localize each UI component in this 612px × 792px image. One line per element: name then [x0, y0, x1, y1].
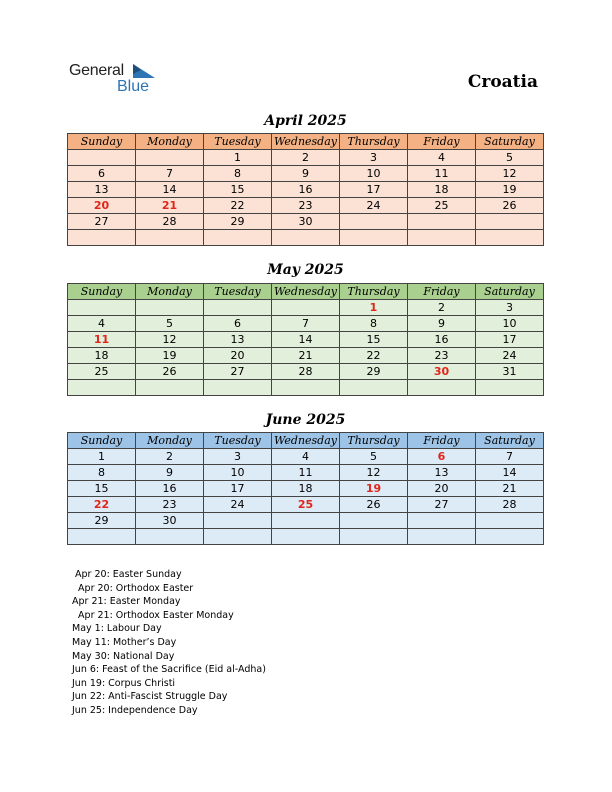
logo-text-general: General: [69, 62, 124, 79]
weekday-header: Wednesday: [272, 284, 340, 300]
day-cell: 15: [68, 481, 136, 497]
day-cell: 1: [68, 449, 136, 465]
day-cell: 24: [204, 497, 272, 513]
day-cell: [272, 230, 340, 246]
day-cell: 14: [476, 465, 544, 481]
weekday-header: Tuesday: [204, 284, 272, 300]
day-cell: 24: [340, 198, 408, 214]
holiday-item: Apr 21: Easter Monday: [72, 596, 181, 608]
day-cell: 2: [272, 150, 340, 166]
day-cell: 20: [204, 348, 272, 364]
weekday-header: Thursday: [340, 284, 408, 300]
weekday-header: Friday: [408, 134, 476, 150]
day-cell: [340, 529, 408, 545]
day-cell: [408, 513, 476, 529]
weekday-header: Tuesday: [204, 433, 272, 449]
weekday-header: Wednesday: [272, 433, 340, 449]
day-cell: 5: [476, 150, 544, 166]
day-cell: [204, 380, 272, 396]
day-cell: 2: [136, 449, 204, 465]
day-cell: 12: [476, 166, 544, 182]
day-cell: 21: [476, 481, 544, 497]
holiday-list: [72, 568, 266, 718]
day-cell: 22: [68, 497, 136, 513]
day-cell: 31: [476, 364, 544, 380]
holiday-item: Apr 21: Orthodox Easter Monday: [72, 609, 234, 621]
day-cell: [408, 529, 476, 545]
day-cell: 18: [68, 348, 136, 364]
day-cell: 3: [204, 449, 272, 465]
day-cell: 25: [68, 364, 136, 380]
logo-flag-icon: [133, 64, 155, 78]
day-cell: [68, 150, 136, 166]
day-cell: 10: [340, 166, 408, 182]
day-cell: 16: [408, 332, 476, 348]
day-cell: 22: [204, 198, 272, 214]
week-row: [68, 465, 544, 481]
week-row: [68, 513, 544, 529]
week-row: [68, 166, 544, 182]
week-row: [68, 449, 544, 465]
calendar-june: [67, 432, 544, 545]
week-row: [68, 300, 544, 316]
day-cell: [272, 529, 340, 545]
day-cell: 17: [204, 481, 272, 497]
day-cell: 3: [476, 300, 544, 316]
day-cell: 18: [272, 481, 340, 497]
week-row: [68, 150, 544, 166]
day-cell: [136, 380, 204, 396]
weekday-header: Friday: [408, 284, 476, 300]
day-cell: [68, 300, 136, 316]
day-cell: 27: [68, 214, 136, 230]
day-cell: 5: [136, 316, 204, 332]
day-cell: [476, 529, 544, 545]
day-cell: 9: [136, 465, 204, 481]
holiday-item: Jun 6: Feast of the Sacrifice (Eid al-Adha): [72, 664, 266, 676]
day-cell: 30: [136, 513, 204, 529]
day-cell: [136, 150, 204, 166]
week-row: [68, 348, 544, 364]
day-cell: 14: [272, 332, 340, 348]
holiday-item: May 30: National Day: [72, 650, 175, 662]
day-cell: 14: [136, 182, 204, 198]
day-cell: [136, 300, 204, 316]
month-title-june: June 2025: [265, 412, 346, 428]
day-cell: 6: [68, 166, 136, 182]
day-cell: [340, 230, 408, 246]
generalblue-logo: [69, 62, 159, 96]
day-cell: 8: [340, 316, 408, 332]
day-cell: 23: [408, 348, 476, 364]
holiday-item: Apr 20: Orthodox Easter: [72, 582, 194, 594]
day-cell: 13: [204, 332, 272, 348]
day-cell: 4: [272, 449, 340, 465]
day-cell: 26: [340, 497, 408, 513]
day-cell: 25: [408, 198, 476, 214]
day-cell: 16: [136, 481, 204, 497]
day-cell: 21: [136, 198, 204, 214]
day-cell: 12: [136, 332, 204, 348]
day-cell: 19: [340, 481, 408, 497]
day-cell: [204, 529, 272, 545]
day-cell: 20: [408, 481, 476, 497]
day-cell: 1: [204, 150, 272, 166]
week-row: [68, 316, 544, 332]
day-cell: [272, 513, 340, 529]
weekday-header: Sunday: [68, 433, 136, 449]
weekday-header: Sunday: [68, 134, 136, 150]
weekday-header: Saturday: [476, 433, 544, 449]
day-cell: 3: [340, 150, 408, 166]
day-cell: 15: [204, 182, 272, 198]
day-cell: 25: [272, 497, 340, 513]
day-cell: [408, 214, 476, 230]
day-cell: [68, 230, 136, 246]
day-cell: 8: [68, 465, 136, 481]
day-cell: 29: [68, 513, 136, 529]
week-row: [68, 230, 544, 246]
day-cell: 28: [476, 497, 544, 513]
day-cell: [68, 380, 136, 396]
day-cell: 12: [340, 465, 408, 481]
day-cell: 19: [476, 182, 544, 198]
holiday-item: Apr 20: Easter Sunday: [72, 569, 182, 580]
holiday-item: May 1: Labour Day: [72, 623, 162, 635]
week-row: [68, 332, 544, 348]
week-row: [68, 481, 544, 497]
week-row: [68, 198, 544, 214]
day-cell: 23: [272, 198, 340, 214]
day-cell: 18: [408, 182, 476, 198]
day-cell: 4: [68, 316, 136, 332]
day-cell: 9: [408, 316, 476, 332]
day-cell: [340, 214, 408, 230]
day-cell: 26: [476, 198, 544, 214]
weekday-header: Friday: [408, 433, 476, 449]
day-cell: 10: [204, 465, 272, 481]
day-cell: [408, 230, 476, 246]
day-cell: [408, 380, 476, 396]
logo-text-blue: Blue: [117, 78, 150, 95]
day-cell: 4: [408, 150, 476, 166]
month-title-april: April 2025: [264, 113, 347, 129]
day-cell: 5: [340, 449, 408, 465]
day-cell: 11: [408, 166, 476, 182]
weekday-header: Wednesday: [272, 134, 340, 150]
day-cell: [68, 529, 136, 545]
weekday-header: Monday: [136, 134, 204, 150]
day-cell: 7: [272, 316, 340, 332]
weekday-header: Thursday: [340, 433, 408, 449]
day-cell: 19: [136, 348, 204, 364]
day-cell: [476, 230, 544, 246]
day-cell: 30: [272, 214, 340, 230]
day-cell: [204, 300, 272, 316]
day-cell: 17: [340, 182, 408, 198]
day-cell: 15: [340, 332, 408, 348]
day-cell: 29: [204, 214, 272, 230]
day-cell: [340, 380, 408, 396]
day-cell: [272, 380, 340, 396]
day-cell: [136, 230, 204, 246]
day-cell: 23: [136, 497, 204, 513]
holiday-item: May 11: Mother’s Day: [72, 636, 177, 648]
day-cell: 16: [272, 182, 340, 198]
day-cell: 20: [68, 198, 136, 214]
day-cell: 27: [204, 364, 272, 380]
day-cell: 29: [340, 364, 408, 380]
day-cell: 13: [408, 465, 476, 481]
weekday-header: Monday: [136, 433, 204, 449]
holiday-item: Jun 19: Corpus Christi: [72, 677, 176, 689]
day-cell: [476, 513, 544, 529]
week-row: [68, 364, 544, 380]
week-row: [68, 529, 544, 545]
day-cell: 21: [272, 348, 340, 364]
day-cell: [340, 513, 408, 529]
weekday-header: Tuesday: [204, 134, 272, 150]
day-cell: 13: [68, 182, 136, 198]
week-row: [68, 380, 544, 396]
day-cell: 22: [340, 348, 408, 364]
holiday-item: Jun 22: Anti-Fascist Struggle Day: [72, 691, 228, 703]
holiday-item: Jun 25: Independence Day: [72, 704, 198, 716]
day-cell: 1: [340, 300, 408, 316]
week-row: [68, 182, 544, 198]
day-cell: 27: [408, 497, 476, 513]
weekday-header: Saturday: [476, 134, 544, 150]
day-cell: 2: [408, 300, 476, 316]
weekday-header: Monday: [136, 284, 204, 300]
calendar-may: [67, 283, 544, 396]
day-cell: [204, 513, 272, 529]
day-cell: 17: [476, 332, 544, 348]
day-cell: 28: [272, 364, 340, 380]
day-cell: 6: [204, 316, 272, 332]
day-cell: [204, 230, 272, 246]
week-row: [68, 497, 544, 513]
calendar-april: [67, 133, 544, 246]
day-cell: 11: [68, 332, 136, 348]
month-title-may: May 2025: [267, 262, 344, 278]
day-cell: 7: [136, 166, 204, 182]
day-cell: [272, 300, 340, 316]
day-cell: 11: [272, 465, 340, 481]
day-cell: 28: [136, 214, 204, 230]
day-cell: [476, 380, 544, 396]
country-title: Croatia: [467, 72, 538, 92]
day-cell: 7: [476, 449, 544, 465]
day-cell: 30: [408, 364, 476, 380]
weekday-header-row: [68, 284, 544, 300]
weekday-header: Thursday: [340, 134, 408, 150]
day-cell: 6: [408, 449, 476, 465]
day-cell: 8: [204, 166, 272, 182]
weekday-header: Saturday: [476, 284, 544, 300]
day-cell: 10: [476, 316, 544, 332]
day-cell: 24: [476, 348, 544, 364]
weekday-header-row: [68, 433, 544, 449]
weekday-header-row: [68, 134, 544, 150]
weekday-header: Sunday: [68, 284, 136, 300]
week-row: [68, 214, 544, 230]
day-cell: 9: [272, 166, 340, 182]
day-cell: [476, 214, 544, 230]
day-cell: 26: [136, 364, 204, 380]
day-cell: [136, 529, 204, 545]
